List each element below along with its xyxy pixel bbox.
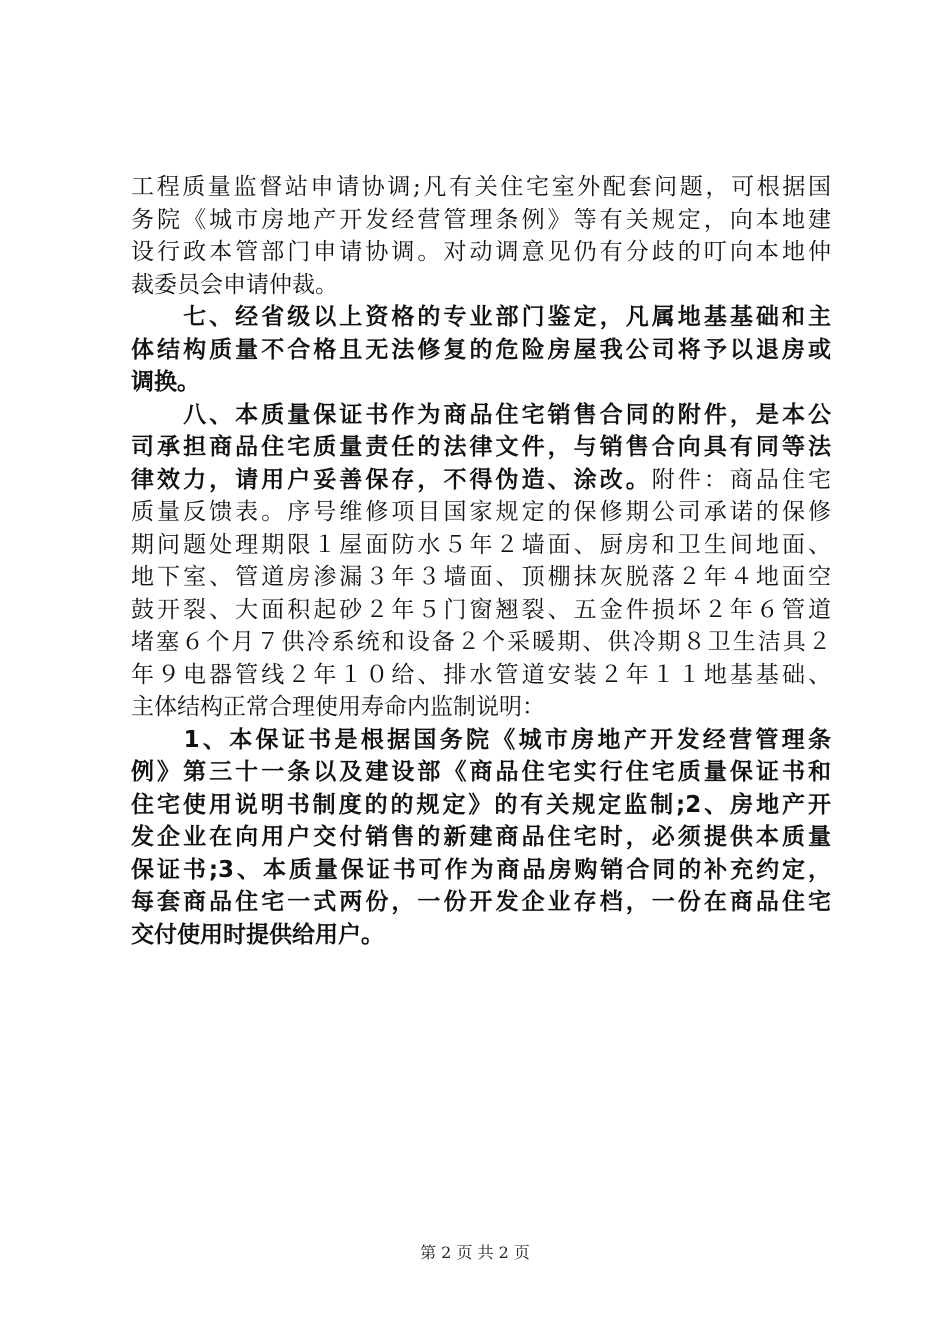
text-line: 期问题处理期限１屋面防水５年２墙面、厨房和卫生间地面、: [131, 531, 831, 558]
text-line: 裁委员会申请仲裁。: [131, 271, 338, 298]
text-run-bold: 律效力，请用户妥善保存，不得伪造、涂改。: [131, 466, 652, 493]
text-line: 八、本质量保证书作为商品住宅销售合同的附件，是本公: [131, 401, 831, 428]
text-line: 务院《城市房地产开发经营管理条例》等有关规定，向本地建: [131, 206, 831, 233]
text-line: 每套商品住宅一式两份，一份开发企业存档，一份在商品住宅: [131, 889, 831, 915]
text-run-regular: 附件：商品住宅: [651, 466, 831, 493]
text-line: 工程质量监督站申请协调;凡有关住宅室外配套问题，可根据国: [131, 174, 831, 200]
text-line: 主体结构正常合理使用寿命内监制说明：: [131, 694, 545, 720]
text-line: 体结构质量不合格且无法修复的危险房屋我公司将予以退房或: [131, 336, 831, 363]
text-line: 保证书;3、本质量保证书可作为商品房购销合同的补充约定，: [131, 856, 831, 883]
text-line: [131, 464, 831, 497]
page-footer: 第 2 页 共 2 页: [420, 1243, 530, 1262]
text-line: 堵塞６个月７供冷系统和设备２个采暖期、供冷期８卫生洁具２: [131, 629, 831, 655]
document-body: [131, 171, 831, 951]
text-line: 发企业在向用户交付销售的新建商品住宅时，必须提供本质量: [131, 824, 831, 850]
text-line: 住宅使用说明书制度的的规定》的有关规定监制;2、房地产开: [131, 791, 831, 818]
text-line: 地下室、管道房渗漏３年３墙面、顶棚抹灰脱落２年４地面空: [131, 564, 831, 590]
text-line: 年９电器管线２年１０给、排水管道安装２年１１地基基础、: [131, 661, 831, 688]
text-line: 质量反馈表。序号维修项目国家规定的保修期公司承诺的保修: [131, 499, 831, 525]
text-line: 1、本保证书是根据国务院《城市房地产开发经营管理条: [131, 726, 831, 753]
text-line: 设行政本管部门申请协调。对动调意见仍有分歧的叮向本地仲: [131, 239, 831, 265]
text-line: 司承担商品住宅质量责任的法律文件，与销售合向具有同等法: [131, 434, 831, 460]
text-line: 交付使用时提供给用户。: [131, 921, 384, 948]
text-line: 例》第三十一条以及建设部《商品住宅实行住宅质量保证书和: [131, 759, 831, 785]
text-line: 鼓开裂、大面积起砂２年５门窗翘裂、五金件损坏２年６管道: [131, 596, 831, 623]
text-line: 调换。: [131, 369, 200, 395]
text-line: 七、经省级以上资格的专业部门鉴定，凡属地基基础和主: [131, 304, 831, 330]
